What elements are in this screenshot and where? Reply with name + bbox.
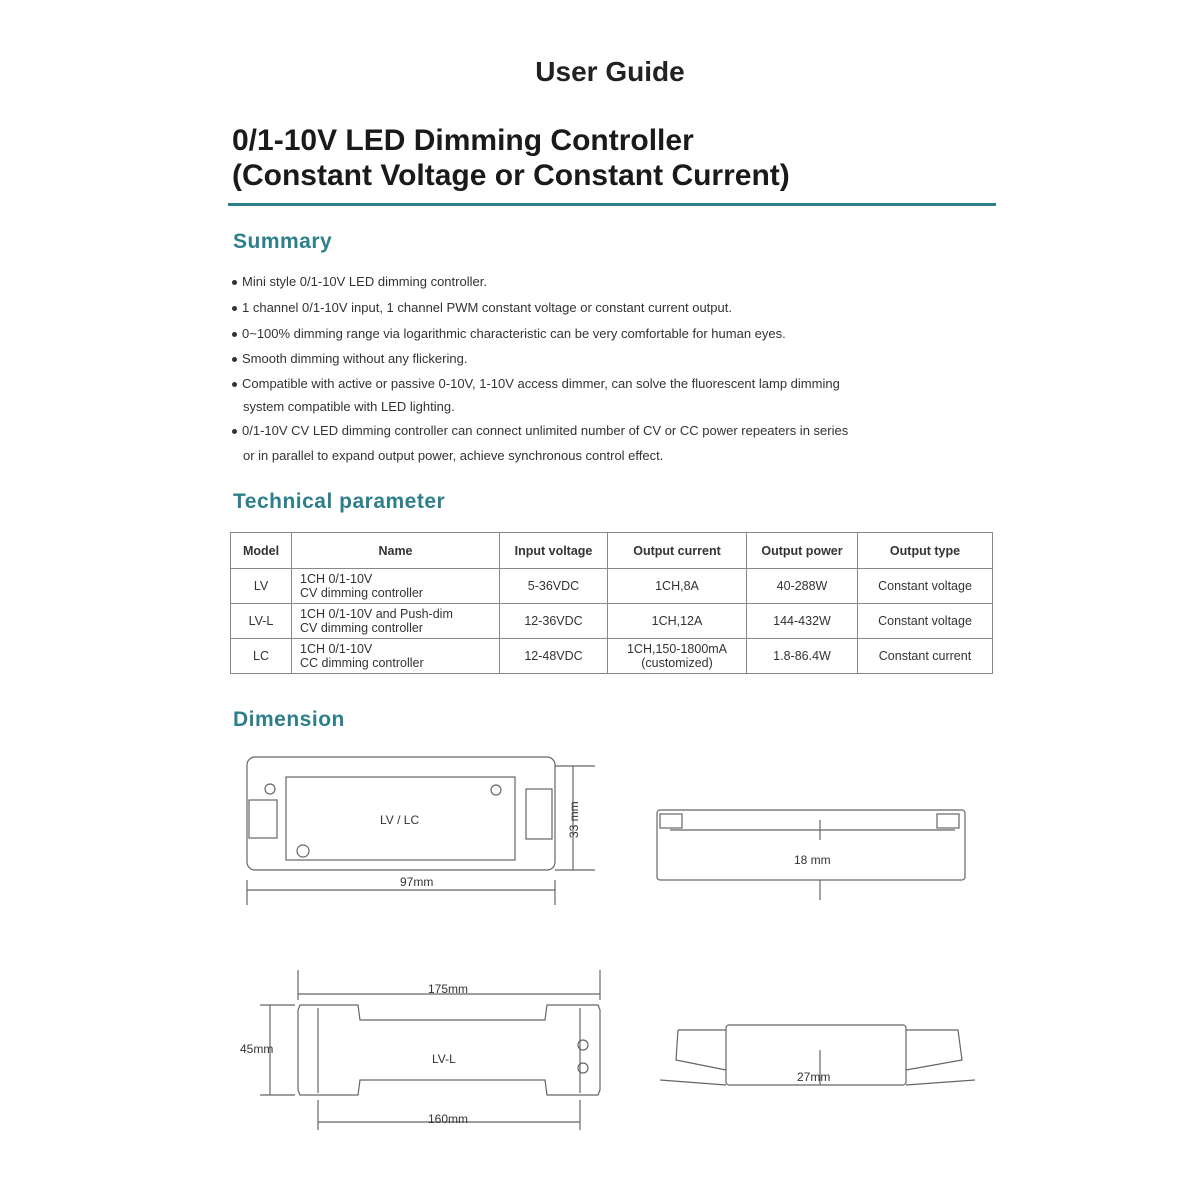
dimension-heading: Dimension <box>233 708 345 731</box>
summary-bullet: 0/1-10V CV LED dimming controller can connect unlimited number of CV or CC power repeaters in series <box>232 423 848 438</box>
height-33-label: 33 mm <box>567 801 581 838</box>
product-heading-line1: 0/1-10V LED Dimming Controller <box>232 124 694 157</box>
width-97-label: 97mm <box>400 875 434 889</box>
summary-bullet: 1 channel 0/1-10V input, 1 channel PWM constant voltage or constant current output. <box>232 300 732 315</box>
col-model: Model <box>231 533 292 569</box>
cell-name: 1CH 0/1-10V CC dimming controller <box>292 639 500 674</box>
lvl-side-view <box>660 1025 975 1085</box>
cell-current: 1CH,8A <box>608 569 747 604</box>
cell-current: 1CH,150-1800mA (customized) <box>608 639 747 674</box>
summary-bullet: Mini style 0/1-10V LED dimming controller. <box>232 274 487 289</box>
summary-heading: Summary <box>233 230 333 253</box>
cell-input: 12-36VDC <box>500 604 608 639</box>
cell-power: 144-432W <box>747 604 858 639</box>
height-45-label: 45mm <box>240 1042 274 1056</box>
lvl-label: LV-L <box>432 1052 456 1066</box>
cell-power: 40-288W <box>747 569 858 604</box>
cell-name: 1CH 0/1-10V and Push-dim CV dimming controller <box>292 604 500 639</box>
cell-model: LV-L <box>231 604 292 639</box>
product-heading-line2: (Constant Voltage or Constant Current) <box>232 159 790 192</box>
cell-model: LC <box>231 639 292 674</box>
summary-bullet: Compatible with active or passive 0-10V, 1-10V access dimmer, can solve the fluorescent lamp dimming <box>232 376 840 391</box>
cell-input: 5-36VDC <box>500 569 608 604</box>
lvlc-side-view <box>657 810 965 900</box>
cell-type: Constant current <box>858 639 993 674</box>
col-name: Name <box>292 533 500 569</box>
cell-name: 1CH 0/1-10V CV dimming controller <box>292 569 500 604</box>
cell-type: Constant voltage <box>858 604 993 639</box>
lvl-top-view <box>240 970 600 1130</box>
summary-bullet: 0~100% dimming range via logarithmic characteristic can be very comfortable for human eyes. <box>232 326 786 341</box>
lvlc-label: LV / LC <box>380 813 420 827</box>
summary-bullet-cont: system compatible with LED lighting. <box>243 399 455 414</box>
tech-heading: Technical parameter <box>233 490 446 513</box>
lvlc-top-view <box>247 757 595 905</box>
cell-model: LV <box>231 569 292 604</box>
col-power: Output power <box>747 533 858 569</box>
col-input: Input voltage <box>500 533 608 569</box>
height-18-label: 18 mm <box>794 853 831 867</box>
cell-current: 1CH,12A <box>608 604 747 639</box>
cell-input: 12-48VDC <box>500 639 608 674</box>
summary-bullet-cont: or in parallel to expand output power, achieve synchronous control effect. <box>243 448 664 463</box>
summary-bullet: Smooth dimming without any flickering. <box>232 351 467 366</box>
col-type: Output type <box>858 533 993 569</box>
width-160-label: 160mm <box>428 1112 469 1126</box>
cell-power: 1.8-86.4W <box>747 639 858 674</box>
document-title: User Guide <box>535 56 685 87</box>
col-current: Output current <box>608 533 747 569</box>
height-27-label: 27mm <box>797 1070 831 1084</box>
cell-type: Constant voltage <box>858 569 993 604</box>
width-175-label: 175mm <box>428 982 469 996</box>
